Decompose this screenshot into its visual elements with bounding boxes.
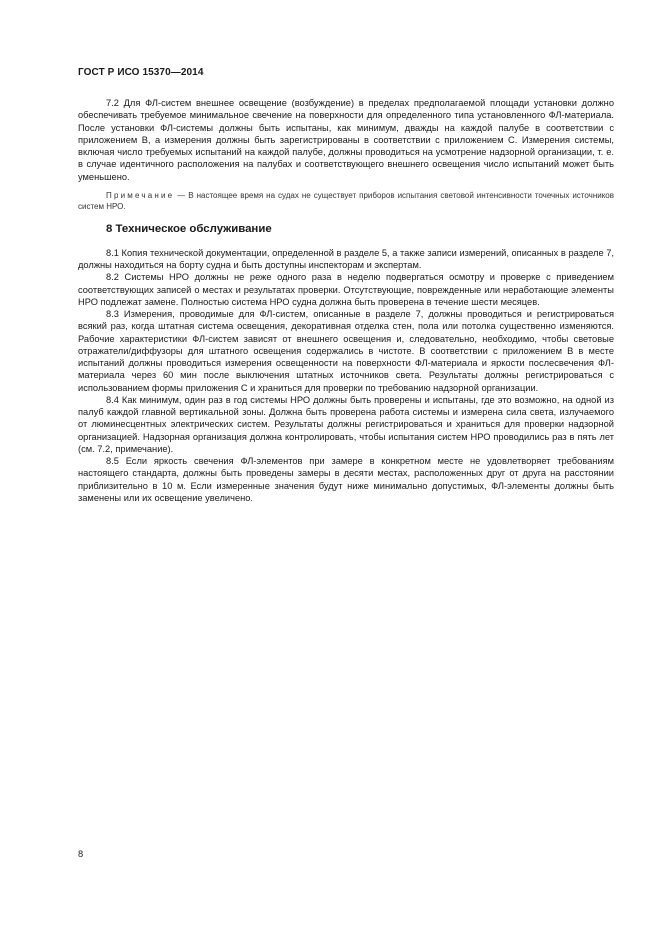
- paragraph-8-1: 8.1 Копия технической документации, определенной в разделе 5, а также записи измерений, описанных в разделе 7, должны находиться на борту судна и быть доступны инспекторам и экспертам.: [78, 247, 614, 270]
- paragraph-8-2: 8.2 Системы НРО должны не реже одного раза в неделю подвергаться осмотру и проверке с приведением соответствующих записей о местах и результатах проверки. Отсутствующие, поврежденные или неработающие элементы НРО подлежат замене. Полностью система НРО судна должна быть проверена в течение шести месяцев.: [78, 272, 614, 307]
- note-text: — В настоящее время на судах не существует приборов испытания световой интенсивности точечных источников систем НРО.: [78, 190, 614, 212]
- note: [78, 190, 614, 213]
- section-8-title: 8 Техническое обслуживание: [106, 222, 272, 235]
- page-number: 8: [78, 849, 84, 859]
- document-header: ГОСТ Р ИСО 15370—2014: [78, 67, 204, 78]
- note-label: Примечание: [106, 190, 175, 200]
- paragraph-8-4: 8.4 Как минимум, один раз в год системы НРО должны быть проверены и испытаны, где это возможно, на одной из палуб каждой главной вертикальной зоны. Должна быть проверена работа системы и измерена сила света, излучаемого от люминесцентных электрических систем. Результаты должны регистрироваться и храниться для проверки надзорной организацией. Надзорная организация должна контролировать, чтобы испытания систем НРО проводились раз в пять лет (см. 7.2, примечание).: [78, 394, 614, 454]
- paragraph-8-5: 8.5 Если яркость свечения ФЛ-элементов при замере в конкретном месте не удовлетворяет требованиям настоящего стандарта, должны быть проведены замеры в десяти местах, расположенных друг от друга на расстоянии приблизительно в 10 м. Если измеренные значения будут ниже минимально допустимых, ФЛ-элементы должны быть заменены или их освещение увеличено.: [78, 456, 614, 503]
- paragraph-8-3: 8.3 Измерения, проводимые для ФЛ-систем, описанные в разделе 7, должны проводиться и регистрироваться всякий раз, когда штатная система освещения, декоративная отделка стен, пола или потолка существенно изменяются. Рабочие характеристики ФЛ-систем зависят от внешнего освещения и, следовательно, необходимо, чтобы световые отражатели/диффузоры для штатного освещения содержались в чистоте. В соответствии с приложением В в месте испытаний должны проводиться измерения освещенности на поверхности ФЛ-материала и яркости послесвечения ФЛ-материала через 60 мин после выключения штатных источников света. Результаты должны регистрироваться с использованием формы приложения С и храниться для проверки по требованию надзорной организации.: [78, 309, 614, 393]
- paragraph-7-2: 7.2 Для ФЛ-систем внешнее освещение (возбуждение) в пределах предполагаемой площади установки должно обеспечивать требуемое минимальное свечение на поверхности для определенного типа установленного ФЛ-материала. После установки ФЛ-системы должны быть испытаны, как минимум, дважды на каждой палубе в соответствии с приложением В, а измерения должны быть зарегистрированы в соответствии с приложением С. Измерения системы, включая число требуемых испытаний на каждой палубе, должны проводиться на усмотрение надзорной организации, т. е. в случае идентичного расположения на палубах и соответствующего внешнего освещения число испытаний может быть уменьшено.: [78, 98, 614, 182]
- page-content: [78, 97, 614, 504]
